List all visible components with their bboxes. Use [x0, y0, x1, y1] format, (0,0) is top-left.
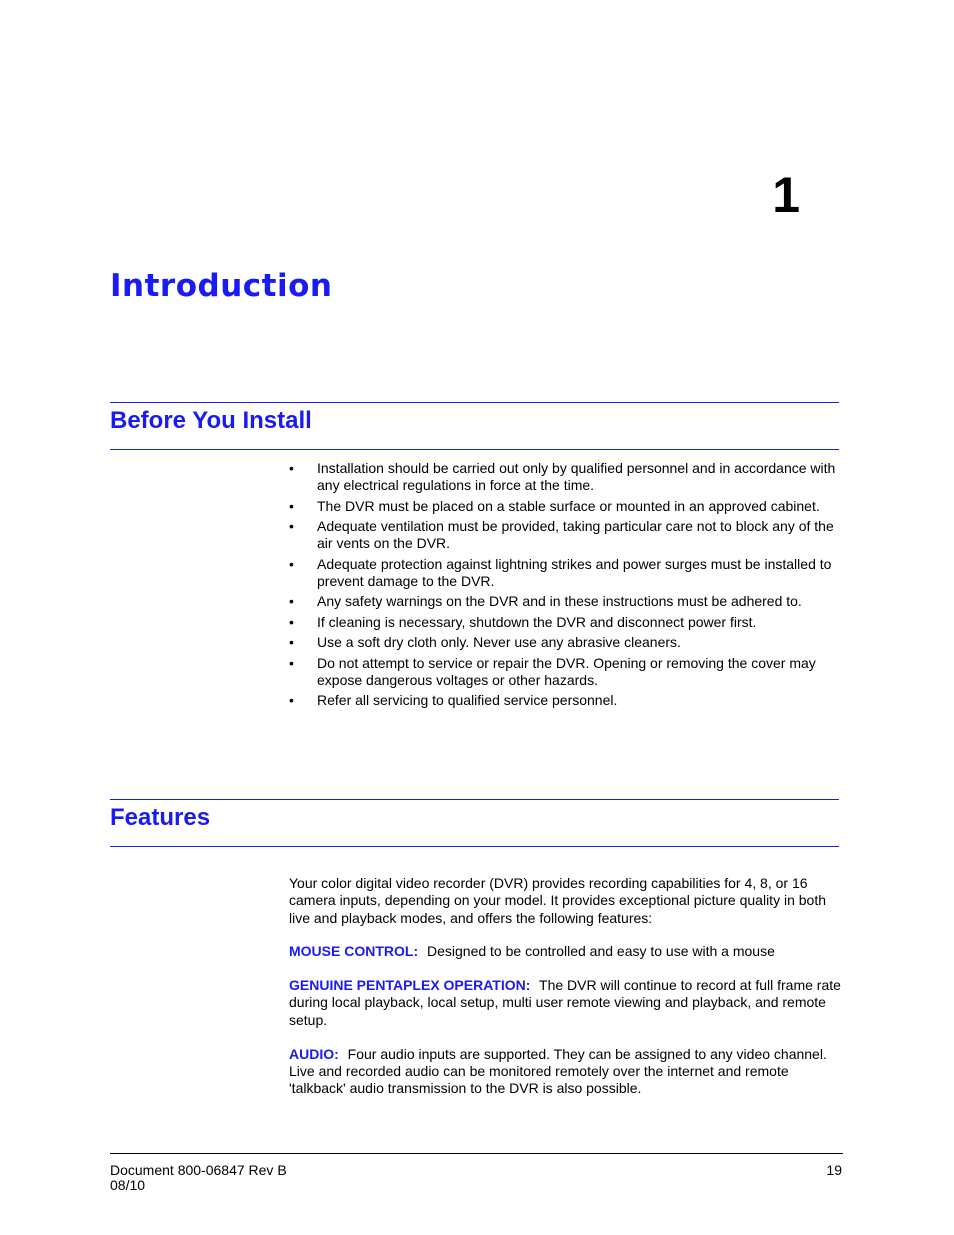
list-item: [289, 518, 839, 552]
document-number: Document 800-06847 Rev B: [110, 1162, 287, 1178]
list-item-text: Installation should be carried out only by qualified personnel and in accordance with any electrical regulations in force at the time.: [317, 460, 836, 493]
chapter-title: Introduction: [110, 268, 333, 304]
bullet-icon: •: [289, 692, 294, 708]
list-item: [289, 655, 839, 689]
feature-text: The DVR will continue to record at full frame rate during local playback, local setup, multi user remote viewing and playback, and remote setup.: [289, 977, 841, 1028]
bullet-icon: •: [289, 555, 294, 572]
section-rule-bottom: [110, 449, 839, 450]
section-rule-top: [110, 799, 839, 800]
list-item: [289, 556, 839, 590]
list-item: [289, 634, 839, 651]
list-item-text: Do not attempt to service or repair the DVR. Opening or removing the cover may expose dangerous voltages or other hazards.: [317, 654, 816, 688]
bullet-icon: •: [289, 593, 294, 609]
footer-rule: [110, 1153, 843, 1154]
install-bullet-list: [289, 460, 839, 713]
feature-item: [289, 943, 841, 960]
bullet-icon: •: [289, 460, 294, 476]
feature-label: MOUSE CONTROL:: [289, 943, 419, 960]
list-item-text: If cleaning is necessary, shutdown the DVR and disconnect power first.: [317, 613, 757, 630]
feature-label: GENUINE PENTAPLEX OPERATION:: [289, 977, 531, 994]
section-rule-top: [110, 402, 839, 403]
list-item-text: Adequate protection against lightning strikes and power surges must be installed to prevent damage to the DVR.: [317, 555, 832, 589]
chapter-number: 1: [772, 167, 800, 223]
document-date: 08/10: [110, 1177, 146, 1193]
feature-text: Designed to be controlled and easy to use with a mouse: [427, 943, 775, 960]
features-body: [289, 875, 841, 1114]
section-heading-before-install: Before You Install: [110, 407, 312, 434]
bullet-icon: •: [289, 634, 294, 650]
list-item-text: Any safety warnings on the DVR and in these instructions must be adhered to.: [317, 593, 802, 609]
bullet-icon: •: [289, 497, 294, 514]
section-heading-features: Features: [110, 804, 211, 831]
feature-item: [289, 1046, 841, 1098]
list-item-text: Adequate ventilation must be provided, taking particular care not to block any of the air vents on the DVR.: [317, 518, 834, 551]
list-item: [289, 614, 839, 631]
list-item-text: Refer all servicing to qualified service personnel.: [317, 692, 618, 708]
list-item-text: The DVR must be placed on a stable surface or mounted in an approved cabinet.: [317, 497, 820, 514]
bullet-icon: •: [289, 518, 294, 534]
page-number: 19: [826, 1162, 842, 1178]
list-item: [289, 460, 839, 494]
list-item: [289, 498, 839, 515]
feature-text: Four audio inputs are supported. They can be assigned to any video channel. Live and recorded audio can be monitored remotely over the internet and remote 'talkback' audio transmission to the DVR is also possible.: [289, 1045, 827, 1097]
feature-item: [289, 977, 841, 1029]
section-rule-bottom: [110, 846, 839, 847]
bullet-icon: •: [289, 613, 294, 630]
feature-label: AUDIO:: [289, 1045, 339, 1062]
features-intro: Your color digital video recorder (DVR) provides recording capabilities for 4, 8, or 16 camera inputs, depending on your model. It provides exceptional picture quality in both live and playback modes, and offers the following features:: [289, 875, 826, 926]
list-item: [289, 692, 839, 709]
bullet-icon: •: [289, 654, 294, 671]
footer-document-info: [110, 1163, 287, 1193]
list-item: [289, 593, 839, 610]
list-item-text: Use a soft dry cloth only. Never use any abrasive cleaners.: [317, 634, 681, 650]
